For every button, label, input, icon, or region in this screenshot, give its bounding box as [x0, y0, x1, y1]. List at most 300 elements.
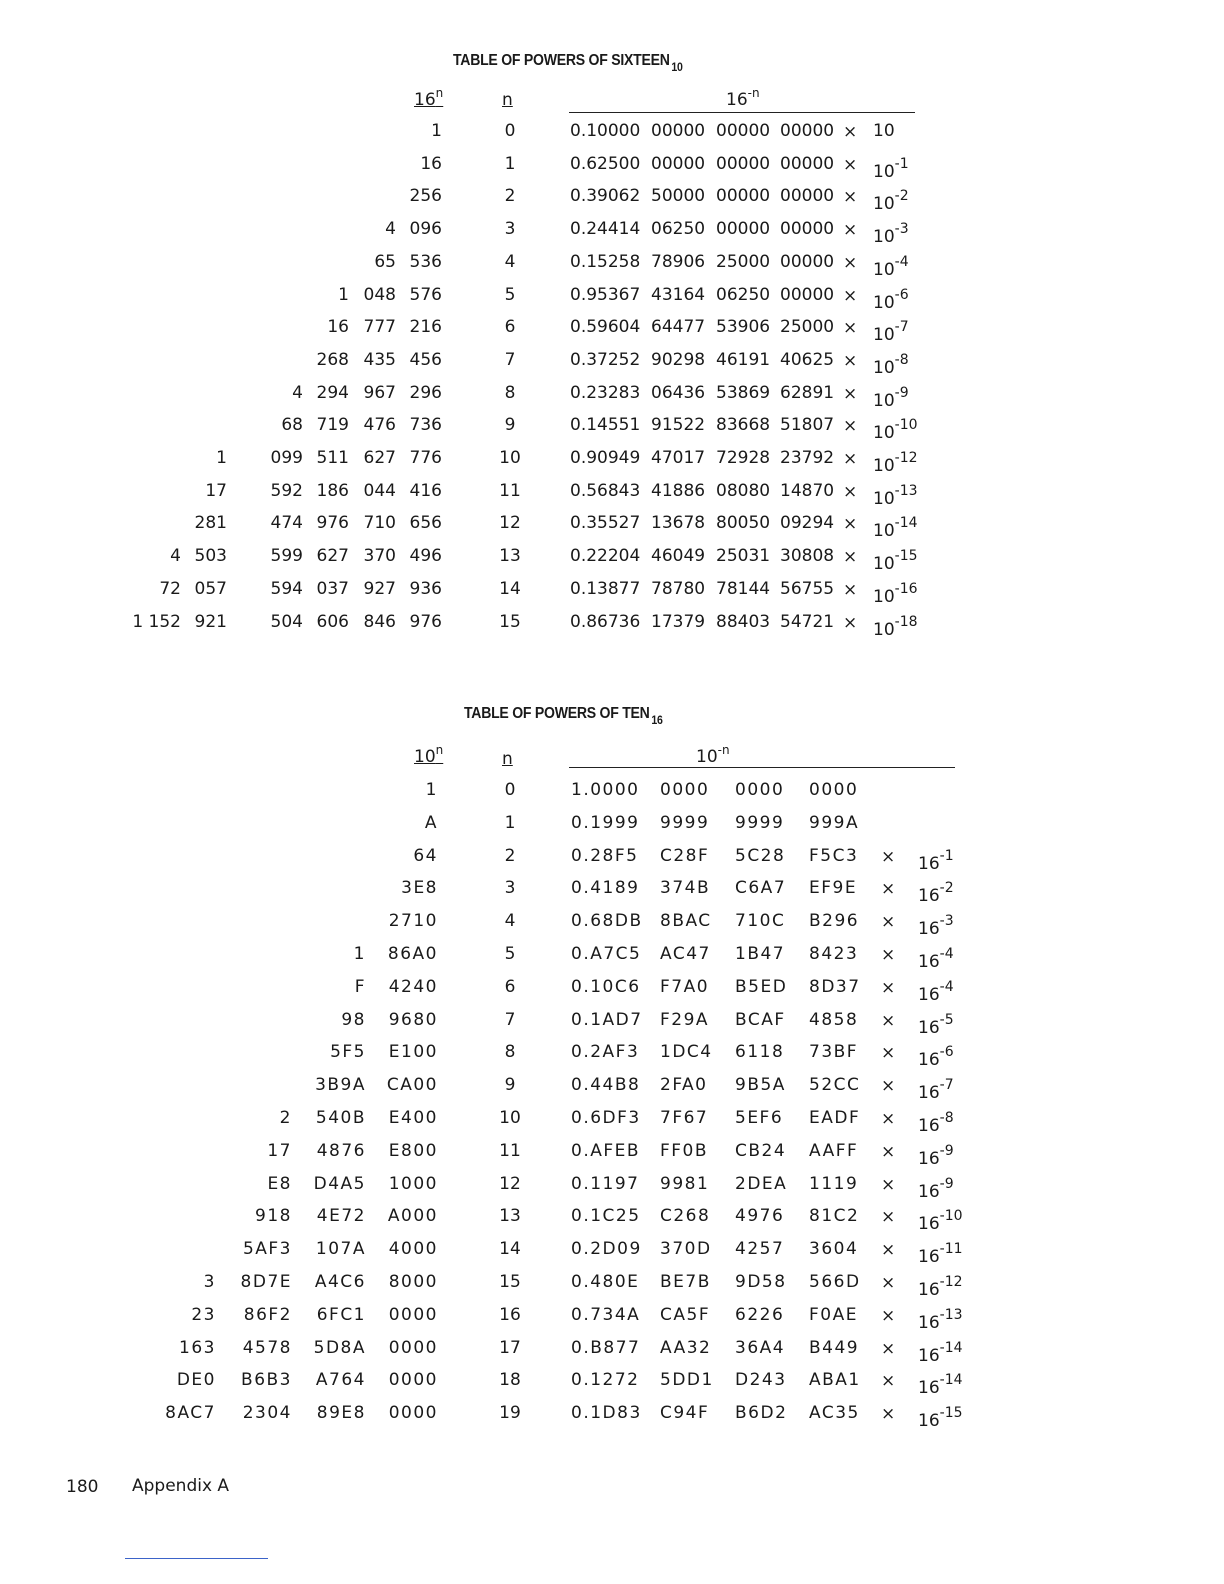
table1-header-neg-base: 16	[726, 90, 748, 110]
table1-pos-group: 976	[316, 513, 349, 534]
table1-exponent-power: -12	[894, 450, 918, 466]
table1-n-cell: 8	[504, 382, 516, 403]
table2-pos-group: 17	[267, 1140, 292, 1161]
table2-pos-group: CA00	[386, 1075, 438, 1096]
table2-exponent-base: 16	[918, 1280, 940, 1300]
table2-exponent-power: -4	[939, 946, 954, 962]
table2-pos-group: 1000	[388, 1173, 438, 1194]
table2-n-cell: 19	[499, 1403, 521, 1424]
table1-frac-group: 0.59604	[570, 317, 641, 338]
table2-frac-group: AA32	[660, 1337, 712, 1358]
table2-pos-group: 2304	[242, 1403, 292, 1424]
table1-exponent-power: -9	[894, 384, 909, 401]
table1-frac-group: 23792	[780, 448, 835, 468]
table2-times-sign: ×	[881, 912, 896, 933]
table1-frac-group: 78780	[651, 578, 706, 599]
table1-exponent-cell	[873, 121, 895, 141]
table1-exponent-base: 10	[873, 161, 895, 182]
table2-frac-group: 0.A7C5	[571, 944, 642, 964]
table1-pos-group: 927	[363, 578, 396, 599]
table2-exponent-power: -8	[939, 1110, 954, 1126]
table1-frac-group: 00000	[780, 121, 835, 141]
table1-frac-group: 0.14551	[570, 415, 641, 436]
table1-frac-group: 46191	[716, 349, 771, 370]
table2-exponent-base: 16	[918, 1148, 940, 1169]
table2-exponent-cell	[918, 977, 954, 1005]
table2-times-sign: ×	[881, 977, 896, 998]
table2-n-cell: 13	[499, 1206, 521, 1227]
table2-frac-group: 9999	[660, 812, 710, 833]
table1-frac-group: 43164	[651, 284, 706, 305]
table2-frac-group: AC35	[809, 1403, 860, 1424]
table2-frac-group: 2FA0	[660, 1075, 708, 1096]
table1-exponent-base: 10	[873, 586, 895, 607]
table1-frac-group: 00000	[780, 251, 835, 272]
table1-frac-group: 0.90949	[570, 448, 641, 468]
table1-pos-group: 268	[316, 349, 349, 370]
table2-exponent-cell	[918, 1206, 963, 1235]
table1-exponent-power: -1	[894, 155, 909, 172]
table1-pos-group: 936	[409, 578, 442, 599]
table2-frac-group: 0.1999	[571, 812, 640, 833]
table1-pos-group: 4	[385, 219, 396, 240]
table2-pos-group: 3B9A	[315, 1075, 366, 1096]
table1-frac-group: 53906	[716, 317, 771, 338]
table1-frac-group: 78906	[651, 251, 706, 272]
table2-frac-group: AC47	[660, 944, 711, 964]
page-number: 180	[66, 1477, 99, 1497]
table2-exponent-cell	[918, 878, 954, 907]
table2-pos-group: 4E72	[316, 1206, 366, 1227]
table1-header-pos	[414, 86, 443, 110]
table1-frac-group: 30808	[780, 546, 835, 567]
table2-frac-group: 4976	[735, 1206, 785, 1227]
table1-exponent-base: 10	[873, 259, 895, 280]
table1-pos-group: 606	[316, 611, 349, 632]
table2-exponent-power: -13	[939, 1306, 963, 1323]
table2-frac-group: 999A	[809, 812, 860, 833]
table2-pos-group: 3	[203, 1272, 216, 1292]
table1-pos-group: 186	[316, 480, 349, 501]
table1-pos-group: 65	[374, 251, 396, 272]
table1-pos-group: 057	[194, 578, 227, 599]
table2-exponent-cell	[918, 1141, 954, 1169]
table1-frac-group: 06436	[651, 382, 706, 403]
table1-n-cell: 5	[504, 284, 516, 305]
table1-frac-group: 62891	[780, 382, 835, 403]
table2-exponent-base: 16	[918, 1181, 940, 1202]
table2-exponent-power: -10	[939, 1208, 963, 1225]
table2-title-text: TABLE OF POWERS OF TEN	[464, 705, 650, 722]
table2-frac-group: 5DD1	[660, 1370, 714, 1391]
table2-exponent-power: -9	[939, 1175, 954, 1192]
table2-frac-group: FF0B	[660, 1140, 709, 1161]
table1-n-cell: 11	[499, 480, 521, 501]
table1-frac-group: 0.56843	[570, 480, 641, 501]
table1-pos-group: 370	[363, 546, 396, 567]
table2-frac-group: C28F	[660, 845, 710, 866]
table1-n-cell: 2	[504, 186, 516, 207]
scan-artifact-line	[125, 1558, 268, 1559]
table2-exponent-cell	[918, 1239, 963, 1268]
table2-n-cell: 15	[499, 1272, 521, 1292]
table1-n-cell: 7	[504, 349, 516, 370]
table2-frac-group: 3604	[809, 1239, 859, 1260]
table1-pos-group: 777	[363, 317, 396, 338]
table2-frac-group: 0.2AF3	[571, 1042, 640, 1063]
table1-exponent-base: 10	[873, 227, 895, 248]
table1-title-subscript: 10	[671, 60, 683, 74]
table2-header-pos-exp: n	[435, 743, 444, 757]
table2-frac-group: 1DC4	[660, 1042, 713, 1063]
table2-frac-group: 5EF6	[735, 1108, 784, 1128]
table1-exponent-cell	[873, 154, 909, 182]
table2-frac-group: 0.28F5	[571, 845, 639, 866]
table1-pos-group: 776	[409, 448, 442, 468]
table2-exponent-base: 16	[918, 1214, 940, 1235]
table1-exponent-base: 10	[873, 456, 895, 476]
table1-pos-group: 846	[363, 611, 396, 632]
table2-exponent-cell	[918, 911, 954, 940]
table1-frac-group: 00000	[716, 121, 771, 141]
table2-n-cell: 8	[504, 1042, 516, 1063]
table2-pos-group: 98	[341, 1009, 366, 1030]
table1-frac-group: 25000	[780, 317, 835, 338]
table1-frac-group: 53869	[716, 382, 771, 403]
table1-title	[453, 52, 683, 74]
table2-pos-group: B6B3	[241, 1370, 292, 1391]
table2-exponent-base: 16	[918, 1017, 940, 1038]
table1-times-sign: ×	[843, 579, 858, 600]
table1-frac-group: 0.13877	[570, 578, 641, 599]
table2-pos-group: 89E8	[316, 1403, 366, 1424]
table2-times-sign: ×	[881, 1043, 896, 1064]
table1-pos-group: 592	[270, 480, 303, 501]
table1-exponent-power: -7	[894, 319, 909, 336]
table2-header-neg	[696, 743, 730, 767]
table1-pos-group: 503	[194, 546, 227, 567]
table2-pos-group: 163	[179, 1337, 216, 1358]
table2-frac-group: 0.68DB	[571, 911, 643, 932]
table1-frac-group: 0.37252	[570, 349, 641, 370]
table2-times-sign: ×	[881, 1404, 896, 1425]
table2-exponent-power: -4	[939, 978, 954, 995]
table1-frac-group: 64477	[651, 317, 706, 338]
table2-exponent-base: 16	[918, 1116, 940, 1136]
table2-frac-group: 0000	[809, 780, 859, 800]
table1-exponent-power: -14	[894, 515, 918, 532]
table1-exponent-cell	[873, 448, 918, 476]
table2-frac-group: 0000	[735, 780, 785, 800]
table1-exponent-power: -15	[894, 548, 918, 565]
table1-pos-group: 736	[409, 415, 442, 436]
table1-exponent-power: -13	[894, 482, 918, 499]
table2-pos-group: A4C6	[314, 1272, 366, 1292]
table2-frac-group: 6118	[735, 1042, 785, 1063]
table1-frac-group: 0.86736	[570, 611, 641, 632]
table1-pos-group: 044	[363, 480, 396, 501]
table2-frac-group: 5C28	[735, 845, 786, 866]
table1-frac-group: 41886	[651, 480, 706, 501]
table2-frac-group: EADF	[809, 1108, 861, 1128]
table1-frac-group: 0.23283	[570, 382, 641, 403]
table1-frac-group: 47017	[651, 448, 706, 468]
table2-exponent-cell	[918, 944, 954, 972]
table2-frac-group: F29A	[660, 1009, 710, 1030]
table1-times-sign: ×	[843, 547, 858, 568]
table2-exponent-cell	[918, 1338, 963, 1366]
table2-title	[464, 705, 663, 727]
table2-frac-group: B296	[809, 911, 860, 932]
table2-exponent-base: 16	[918, 1411, 940, 1432]
table1-pos-group: 719	[316, 415, 349, 436]
table1-exponent-cell	[873, 285, 909, 313]
table1-frac-group: 00000	[716, 219, 771, 240]
table2-pos-group: 86A0	[387, 944, 438, 964]
table1-n-cell: 15	[499, 611, 521, 632]
table2-times-sign: ×	[881, 1240, 896, 1261]
table2-n-cell: 16	[499, 1304, 521, 1325]
table1-pos-group: 099	[270, 448, 303, 468]
table2-frac-group: 710C	[735, 911, 786, 932]
table1-frac-group: 50000	[651, 186, 706, 207]
table2-frac-group: 0.1C25	[571, 1206, 641, 1227]
table2-frac-group: 2DEA	[735, 1173, 788, 1194]
table2-frac-group: 8BAC	[660, 911, 712, 932]
table1-header-neg	[726, 86, 760, 110]
table1-frac-group: 46049	[651, 546, 706, 567]
table1-exponent-base: 10	[873, 619, 895, 640]
table2-exponent-power: -2	[939, 880, 954, 897]
table1-exponent-cell	[873, 350, 909, 378]
table2-frac-group: B449	[809, 1337, 860, 1358]
table1-pos-group: 1	[216, 448, 227, 468]
table2-exponent-base: 16	[918, 919, 940, 940]
table1-exponent-base: 10	[873, 488, 895, 509]
table1-n-cell: 0	[504, 121, 516, 141]
table2-pos-group: 86F2	[243, 1304, 292, 1325]
table2-exponent-cell	[918, 1108, 954, 1136]
table1-frac-group: 0.10000	[570, 121, 641, 141]
table1-frac-group: 25031	[716, 546, 771, 567]
table2-frac-group: 0.480E	[571, 1272, 640, 1292]
table2-frac-group: 0.10C6	[571, 976, 641, 997]
table2-frac-group: F0AE	[809, 1304, 858, 1325]
table2-n-cell: 2	[504, 845, 516, 866]
table1-times-sign: ×	[843, 220, 858, 241]
table2-exponent-power: -3	[939, 913, 954, 930]
table2-n-cell: 18	[499, 1370, 521, 1391]
section-label: Appendix A	[132, 1476, 230, 1496]
table2-exponent-cell	[918, 1010, 954, 1038]
table2-frac-group: CB24	[735, 1140, 787, 1161]
table2-pos-group: 4876	[316, 1140, 366, 1161]
table2-exponent-base: 16	[918, 1345, 940, 1366]
table2-pos-group: 6FC1	[316, 1304, 366, 1325]
table1-pos-group: 216	[409, 317, 442, 338]
table2-frac-group: C268	[660, 1206, 711, 1227]
table1-frac-group: 00000	[780, 186, 835, 207]
table2-times-sign: ×	[881, 1010, 896, 1031]
table1-header-pos-exp: n	[435, 86, 444, 100]
table1-exponent-cell	[873, 186, 909, 215]
table1-pos-group: 476	[363, 415, 396, 436]
table2-frac-group: BE7B	[660, 1272, 711, 1292]
table2-n-cell: 7	[504, 1009, 516, 1030]
table1-frac-group: 06250	[651, 219, 706, 240]
table1-pos-group: 456	[409, 349, 442, 370]
table2-exponent-power: -1	[939, 847, 954, 864]
table2-frac-group: ABA1	[809, 1370, 861, 1391]
table2-header-rule	[569, 767, 955, 768]
table2-frac-group: 52CC	[809, 1075, 861, 1096]
table1-header-n: n	[502, 90, 513, 110]
table2-pos-group: 4578	[242, 1337, 292, 1358]
table2-pos-group: E100	[388, 1042, 438, 1063]
table2-exponent-base: 16	[918, 1050, 940, 1071]
table2-n-cell: 3	[504, 878, 516, 899]
table1-n-cell: 13	[499, 546, 521, 567]
table2-n-cell: 12	[499, 1173, 521, 1194]
table2-frac-group: 0.AFEB	[571, 1140, 641, 1161]
table1-times-sign: ×	[843, 154, 858, 175]
table2-exponent-base: 16	[918, 1247, 940, 1268]
table1-frac-group: 40625	[780, 349, 835, 370]
table1-exponent-cell	[873, 612, 918, 640]
table1-frac-group: 00000	[780, 219, 835, 240]
table1-frac-group: 90298	[651, 349, 706, 370]
table1-exponent-power: -6	[894, 286, 909, 303]
table2-title-subscript: 16	[651, 713, 663, 727]
table2-exponent-power: -12	[939, 1274, 963, 1290]
table2-pos-group: 5AF3	[242, 1239, 292, 1260]
table1-pos-group: 1 152	[132, 611, 181, 632]
table1-exponent-power: -4	[894, 253, 909, 270]
table2-frac-group: 0000	[660, 780, 710, 800]
table2-exponent-cell	[918, 1174, 954, 1202]
table1-n-cell: 1	[504, 153, 516, 174]
table2-exponent-base: 16	[918, 984, 940, 1005]
table1-pos-group: 296	[409, 382, 442, 403]
table1-n-cell: 4	[504, 251, 516, 272]
table2-exponent-base: 16	[918, 1312, 940, 1333]
table1-pos-group: 256	[409, 186, 442, 207]
table1-pos-group: 504	[270, 611, 303, 632]
table1-times-sign: ×	[843, 383, 858, 404]
table1-exponent-base: 10	[873, 194, 895, 215]
table1-n-cell: 10	[499, 448, 521, 468]
table2-frac-group: 73BF	[809, 1042, 859, 1063]
table2-pos-group: 0000	[388, 1304, 438, 1325]
table2-exponent-power: -5	[939, 1011, 954, 1028]
table2-exponent-base: 16	[918, 886, 940, 907]
table1-exponent-base: 10	[873, 390, 895, 411]
table1-pos-group: 710	[363, 513, 396, 534]
table2-exponent-cell	[918, 1403, 963, 1432]
table1-frac-group: 08080	[716, 480, 771, 501]
table1-pos-group: 72	[159, 578, 181, 599]
table2-frac-group: 0.4189	[571, 878, 640, 899]
table2-exponent-power: -7	[939, 1077, 954, 1094]
table2-frac-group: 0.B877	[571, 1337, 641, 1358]
table1-times-sign: ×	[843, 187, 858, 208]
table2-frac-group: 566D	[809, 1272, 861, 1292]
table2-pos-group: 4240	[388, 976, 438, 997]
table2-pos-group: 0000	[388, 1337, 438, 1358]
table2-header-pos-base: 10	[414, 747, 436, 767]
table1-exponent-base: 10	[873, 121, 895, 141]
table1-header-rule	[569, 112, 915, 113]
table2-frac-group: 8423	[809, 944, 859, 964]
table1-frac-group: 00000	[716, 186, 771, 207]
table1-frac-group: 83668	[716, 415, 771, 436]
table1-times-sign: ×	[843, 318, 858, 339]
table1-pos-group: 656	[409, 513, 442, 534]
table2-frac-group: 0.2D09	[571, 1239, 642, 1260]
table1-frac-group: 0.24414	[570, 219, 641, 240]
table2-frac-group: C94F	[660, 1403, 710, 1424]
table2-frac-group: AAFF	[809, 1140, 859, 1161]
table1-pos-group: 594	[270, 578, 303, 599]
table2-times-sign: ×	[881, 1174, 896, 1195]
table2-pos-group: E400	[388, 1108, 438, 1128]
table1-exponent-cell	[873, 579, 918, 607]
table2-exponent-power: -14	[939, 1372, 963, 1389]
table2-frac-group: F5C3	[809, 845, 859, 866]
table2-pos-group: D4A5	[313, 1173, 366, 1194]
table1-n-cell: 12	[499, 513, 521, 534]
table2-frac-group: 1.0000	[571, 780, 640, 800]
table1-exponent-power: -18	[894, 613, 918, 630]
table2-times-sign: ×	[881, 1076, 896, 1097]
table1-pos-group: 576	[409, 284, 442, 305]
table2-header-neg-exp: -n	[717, 743, 730, 757]
table2-frac-group: 9981	[660, 1173, 710, 1194]
table1-frac-group: 0.39062	[570, 186, 641, 207]
table1-exponent-cell	[873, 481, 918, 509]
table2-pos-group: A000	[387, 1206, 438, 1227]
table1-pos-group: 16	[420, 153, 442, 174]
table2-frac-group: 9D58	[735, 1272, 787, 1292]
table1-frac-group: 25000	[716, 251, 771, 272]
table1-exponent-power: -2	[894, 188, 909, 205]
table2-frac-group: 374B	[660, 878, 711, 899]
table2-exponent-base: 16	[918, 952, 940, 972]
table2-times-sign: ×	[881, 1338, 896, 1359]
table1-frac-group: 00000	[780, 284, 835, 305]
table1-pos-group: 4	[292, 382, 303, 403]
table1-pos-group: 627	[363, 448, 396, 468]
table2-frac-group: 0.1D83	[571, 1403, 642, 1424]
table2-frac-group: 81C2	[809, 1206, 860, 1227]
table2-times-sign: ×	[881, 846, 896, 867]
table1-times-sign: ×	[843, 350, 858, 371]
table1-frac-group: 0.35527	[570, 513, 641, 534]
table2-pos-group: 0000	[388, 1370, 438, 1391]
table2-n-cell: 14	[499, 1239, 521, 1260]
table1-title-text: TABLE OF POWERS OF SIXTEEN	[453, 52, 670, 69]
table1-pos-group: 281	[194, 513, 227, 534]
table2-pos-group: 23	[191, 1304, 216, 1325]
table1-pos-group: 294	[316, 382, 349, 403]
table2-times-sign: ×	[881, 945, 896, 965]
table2-pos-group: 1	[353, 944, 366, 964]
table2-times-sign: ×	[881, 1141, 896, 1162]
table1-pos-group: 416	[409, 480, 442, 501]
table1-header-pos-base: 16	[414, 90, 436, 110]
table1-pos-group: 627	[316, 546, 349, 567]
table2-pos-group: DE0	[176, 1370, 216, 1391]
